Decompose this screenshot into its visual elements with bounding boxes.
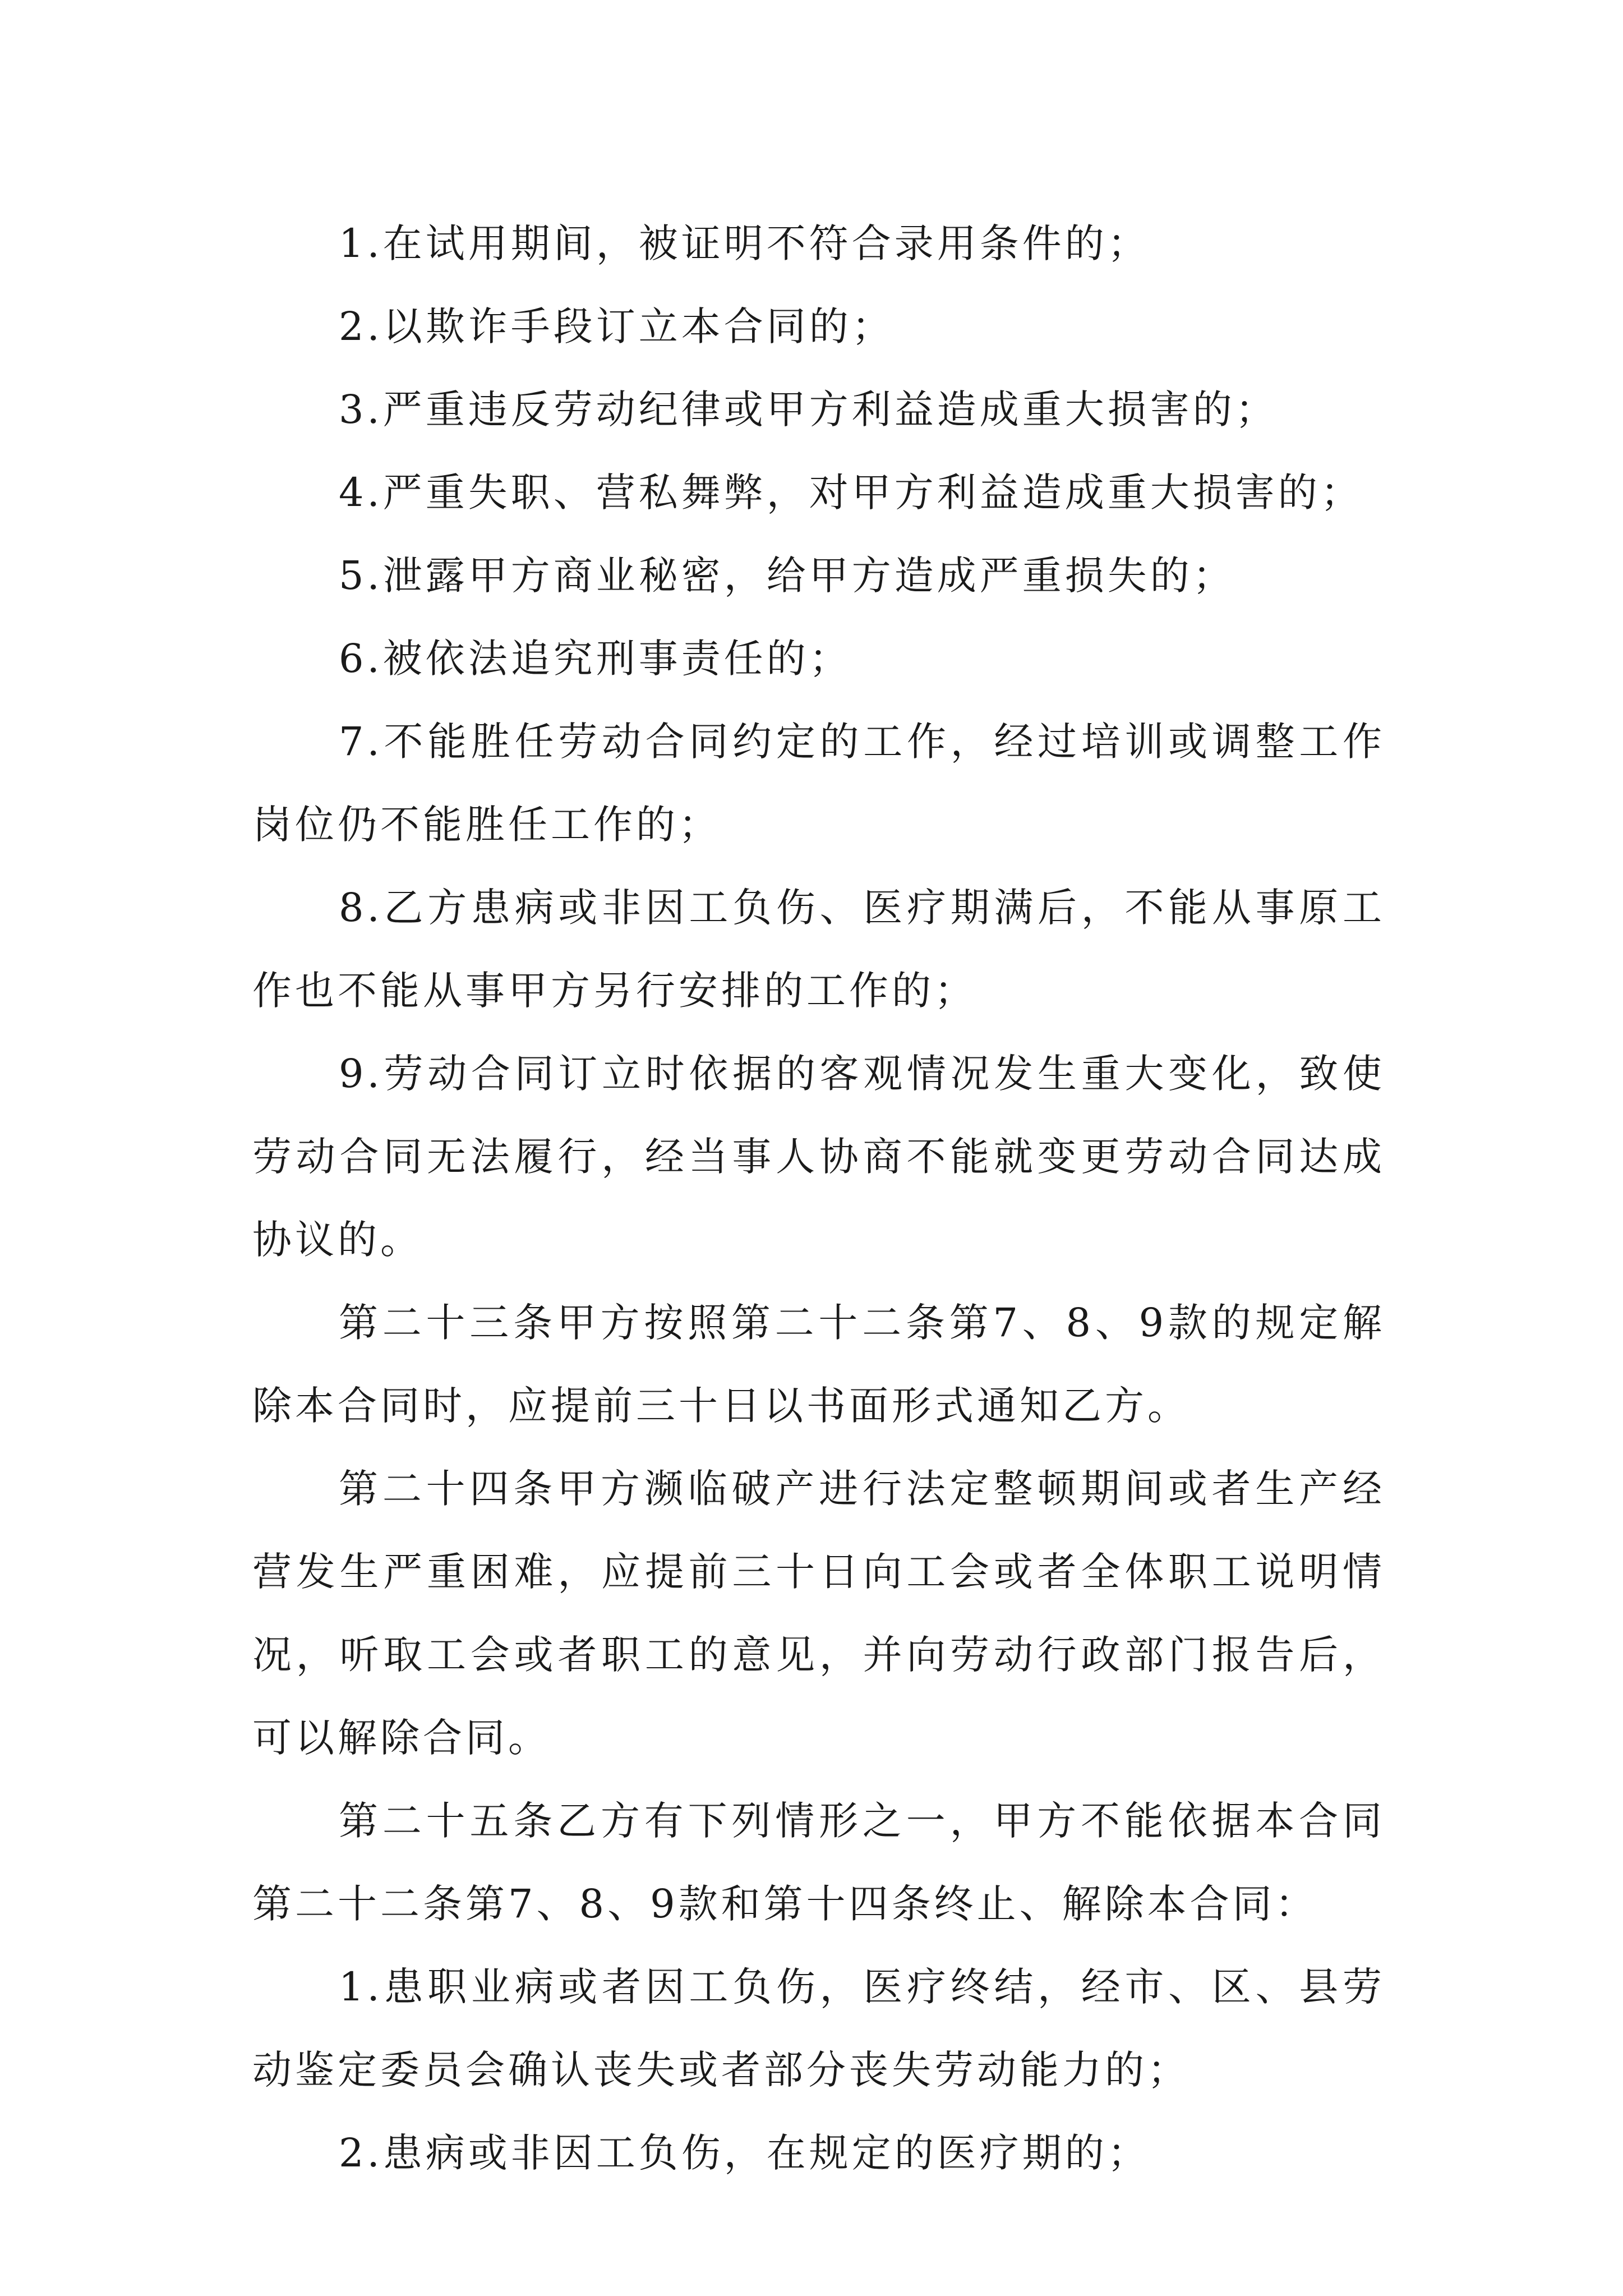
paragraph-item-6: 6.被依法追究刑事责任的； xyxy=(339,636,852,682)
paragraph-item-1: 1.在试用期间，被证明不符合录用条件的； xyxy=(339,220,1150,266)
document-body xyxy=(252,202,1385,2194)
paragraph-item-4: 4.严重失职、营私舞弊，对甲方利益造成重大损害的； xyxy=(339,470,1363,516)
article-25-item-1: 1.患职业病或者因工负伤，医疗终结，经市、区、县劳动鉴定委员会确认丧失或者部分丧失劳动能力的； xyxy=(252,1964,1385,2093)
article-24: 第二十四条甲方濒临破产进行法定整顿期间或者生产经营发生严重困难，应提前三十日向工会或者全体职工说明情况，听取工会或者职工的意见，并向劳动行政部门报告后，可以解除合同。 xyxy=(252,1466,1385,1761)
paragraph-item-7: 7.不能胜任劳动合同约定的工作，经过培训或调整工作岗位仍不能胜任工作的； xyxy=(252,719,1385,848)
paragraph-item-3: 3.严重违反劳动纪律或甲方利益造成重大损害的； xyxy=(339,386,1278,432)
paragraph-item-2: 2.以欺诈手段订立本合同的； xyxy=(339,303,895,349)
article-25-item-2: 2.患病或非因工负伤，在规定的医疗期的； xyxy=(339,2130,1150,2176)
article-23: 第二十三条甲方按照第二十二条第7、8、9款的规定解除本合同时，应提前三十日以书面形式通知乙方。 xyxy=(252,1300,1385,1429)
paragraph-item-5: 5.泄露甲方商业秘密，给甲方造成严重损失的； xyxy=(339,553,1235,599)
paragraph-item-8: 8.乙方患病或非因工负伤、医疗期满后，不能从事原工作也不能从事甲方另行安排的工作的； xyxy=(252,885,1385,1014)
article-25: 第二十五条乙方有下列情形之一，甲方不能依据本合同第二十二条第7、8、9款和第十四条终止、解除本合同： xyxy=(252,1798,1385,1927)
paragraph-item-9: 9.劳动合同订立时依据的客观情况发生重大变化，致使劳动合同无法履行，经当事人协商不能就变更劳动合同达成协议的。 xyxy=(252,1051,1385,1263)
